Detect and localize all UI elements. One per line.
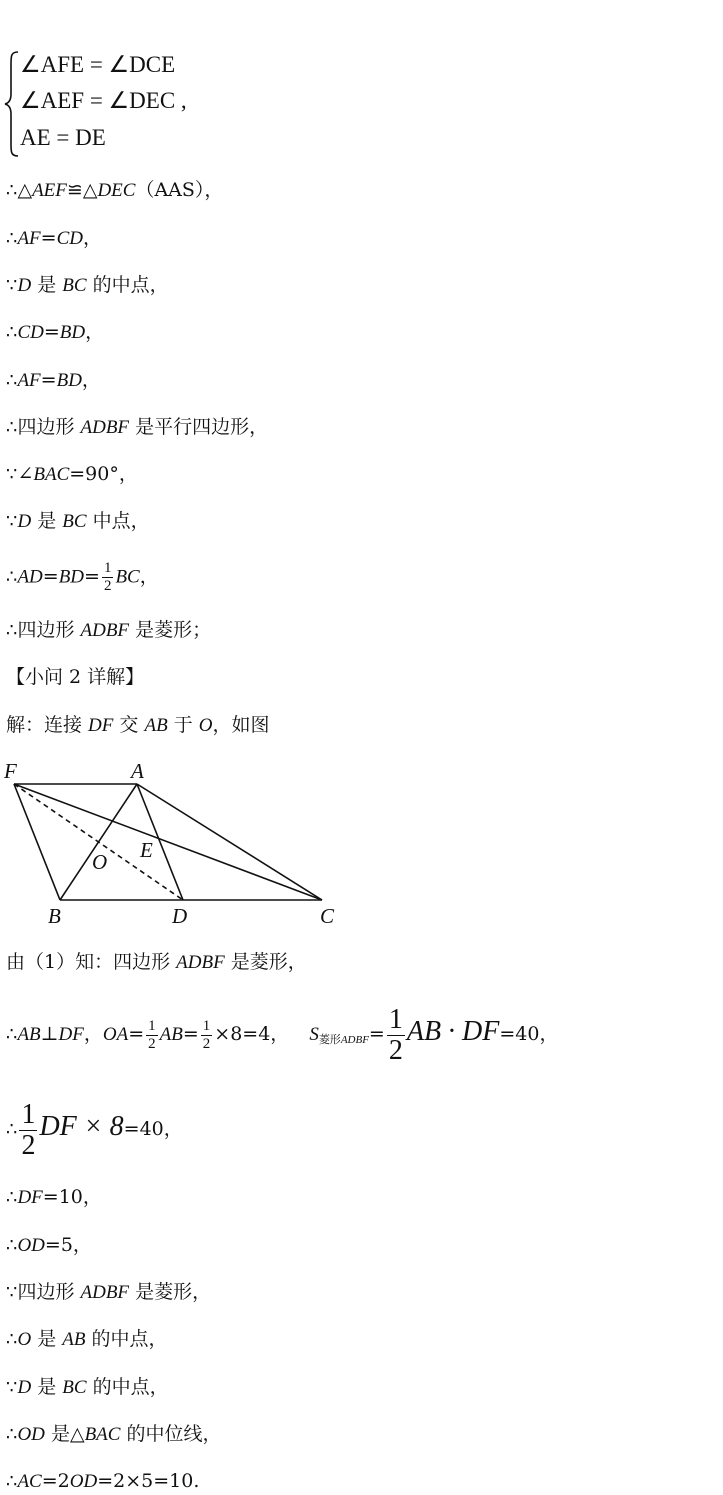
solution-line-rhombus: ∵四边形 ADBF 是菱形，: [6, 1281, 212, 1303]
fraction-one-half-large: $\frac{1}{2}$: [21, 1098, 36, 1161]
therefore-symbol: ∴: [6, 228, 18, 249]
therefore-symbol: ∴: [6, 566, 18, 588]
solution-from-part-1: 由（1）知：四边形 ADBF 是菱形，: [6, 951, 307, 973]
proof-line-parallelogram: ∴四边形 ADBF 是平行四边形，: [6, 416, 269, 438]
system-brace: [4, 50, 20, 158]
therefore-symbol: ∴: [6, 180, 18, 201]
because-symbol: ∵: [6, 464, 18, 485]
therefore-symbol: ∴: [6, 1119, 18, 1140]
therefore-symbol: ∴: [6, 322, 18, 343]
fraction-one-half: $\frac{1}{2}$: [103, 560, 112, 594]
label-a: A: [131, 759, 144, 783]
label-f: F: [4, 759, 17, 783]
because-symbol: ∵: [6, 1377, 18, 1398]
proof-line-af-bd: ∴AF=BD，: [6, 369, 101, 391]
therefore-symbol: ∴: [6, 417, 18, 438]
label-o: O: [92, 850, 108, 874]
proof-line-d-midpoint-2: ∵D 是 BC 中点，: [6, 510, 150, 532]
label-b: B: [48, 904, 61, 928]
solution-line-o-midpoint: ∴O 是 AB 的中点，: [6, 1328, 168, 1350]
solution-df-equation: ∴ $\frac{1}{2}$ DF × 8=40，: [6, 1098, 183, 1161]
solution-line-ac: ∴AC=2OD=2×5=10.: [6, 1470, 200, 1492]
proof-line-ad-bd-half-bc: ∴AD=BD= $\frac{1}{2}$ BC，: [6, 560, 159, 594]
solution-line-df: ∴DF=10，: [6, 1186, 102, 1208]
section-header-part-2: 【小问 2 详解】: [6, 666, 145, 688]
fraction-one-half: $\frac{1}{2}$: [148, 1017, 156, 1052]
therefore-symbol: ∴: [6, 1329, 18, 1350]
because-symbol: ∵: [6, 275, 18, 296]
because-symbol: ∵: [6, 1282, 18, 1303]
therefore-symbol: ∴: [6, 1471, 18, 1492]
therefore-symbol: ∴: [6, 1187, 18, 1208]
segment-fc: [14, 784, 322, 900]
therefore-symbol: ∴: [6, 370, 18, 391]
proof-line-rhombus: ∴四边形 ADBF 是菱形；: [6, 619, 212, 641]
proof-line-cd-bd: ∴CD=BD，: [6, 321, 105, 343]
solution-line-d-midpoint: ∵D 是 BC 的中点，: [6, 1376, 169, 1398]
solution-line-midline: ∴OD 是△BAC 的中位线，: [6, 1423, 222, 1445]
therefore-symbol: ∴: [6, 620, 18, 641]
solution-line-od: ∴OD=5，: [6, 1234, 92, 1256]
therefore-symbol: ∴: [6, 1424, 18, 1445]
therefore-symbol: ∴: [6, 1235, 18, 1256]
segment-fb: [14, 784, 60, 900]
therefore-symbol: ∴: [6, 1024, 18, 1045]
label-e: E: [140, 838, 153, 862]
proof-line-af-cd: ∴AF=CD，: [6, 227, 103, 249]
label-d: D: [172, 904, 188, 928]
because-symbol: ∵: [6, 511, 18, 532]
fraction-one-half-large: $\frac{1}{2}$: [388, 1003, 403, 1066]
equation-line-3: AE = DE: [20, 125, 106, 150]
label-c: C: [320, 904, 335, 928]
equation-line-1: ∠AFE = ∠DCE: [20, 52, 176, 77]
proof-line-congruence: ∴△AEF≌△DEC（AAS），: [6, 179, 224, 201]
segment-fd-dashed: [14, 784, 183, 900]
equation-line-2: ∠AEF = ∠DEC ,: [20, 88, 187, 113]
solution-area-formula: ∴AB⊥DF，OA= $\frac{1}{2}$ AB= $\frac{1}{2}$ ×8=4， $S_{菱形ADBF}=$ $\frac{1}{2}$ AB · DF=40，: [6, 1003, 559, 1066]
segment-ac: [137, 784, 322, 900]
solution-intro: 解：连接 DF 交 AB 于 O，如图: [6, 714, 270, 736]
proof-line-right-angle: ∵∠BAC=90°，: [6, 463, 138, 485]
fraction-one-half: $\frac{1}{2}$: [202, 1017, 211, 1052]
geometry-diagram: [0, 758, 360, 938]
proof-line-d-midpoint: ∵D 是 BC 的中点，: [6, 274, 169, 296]
